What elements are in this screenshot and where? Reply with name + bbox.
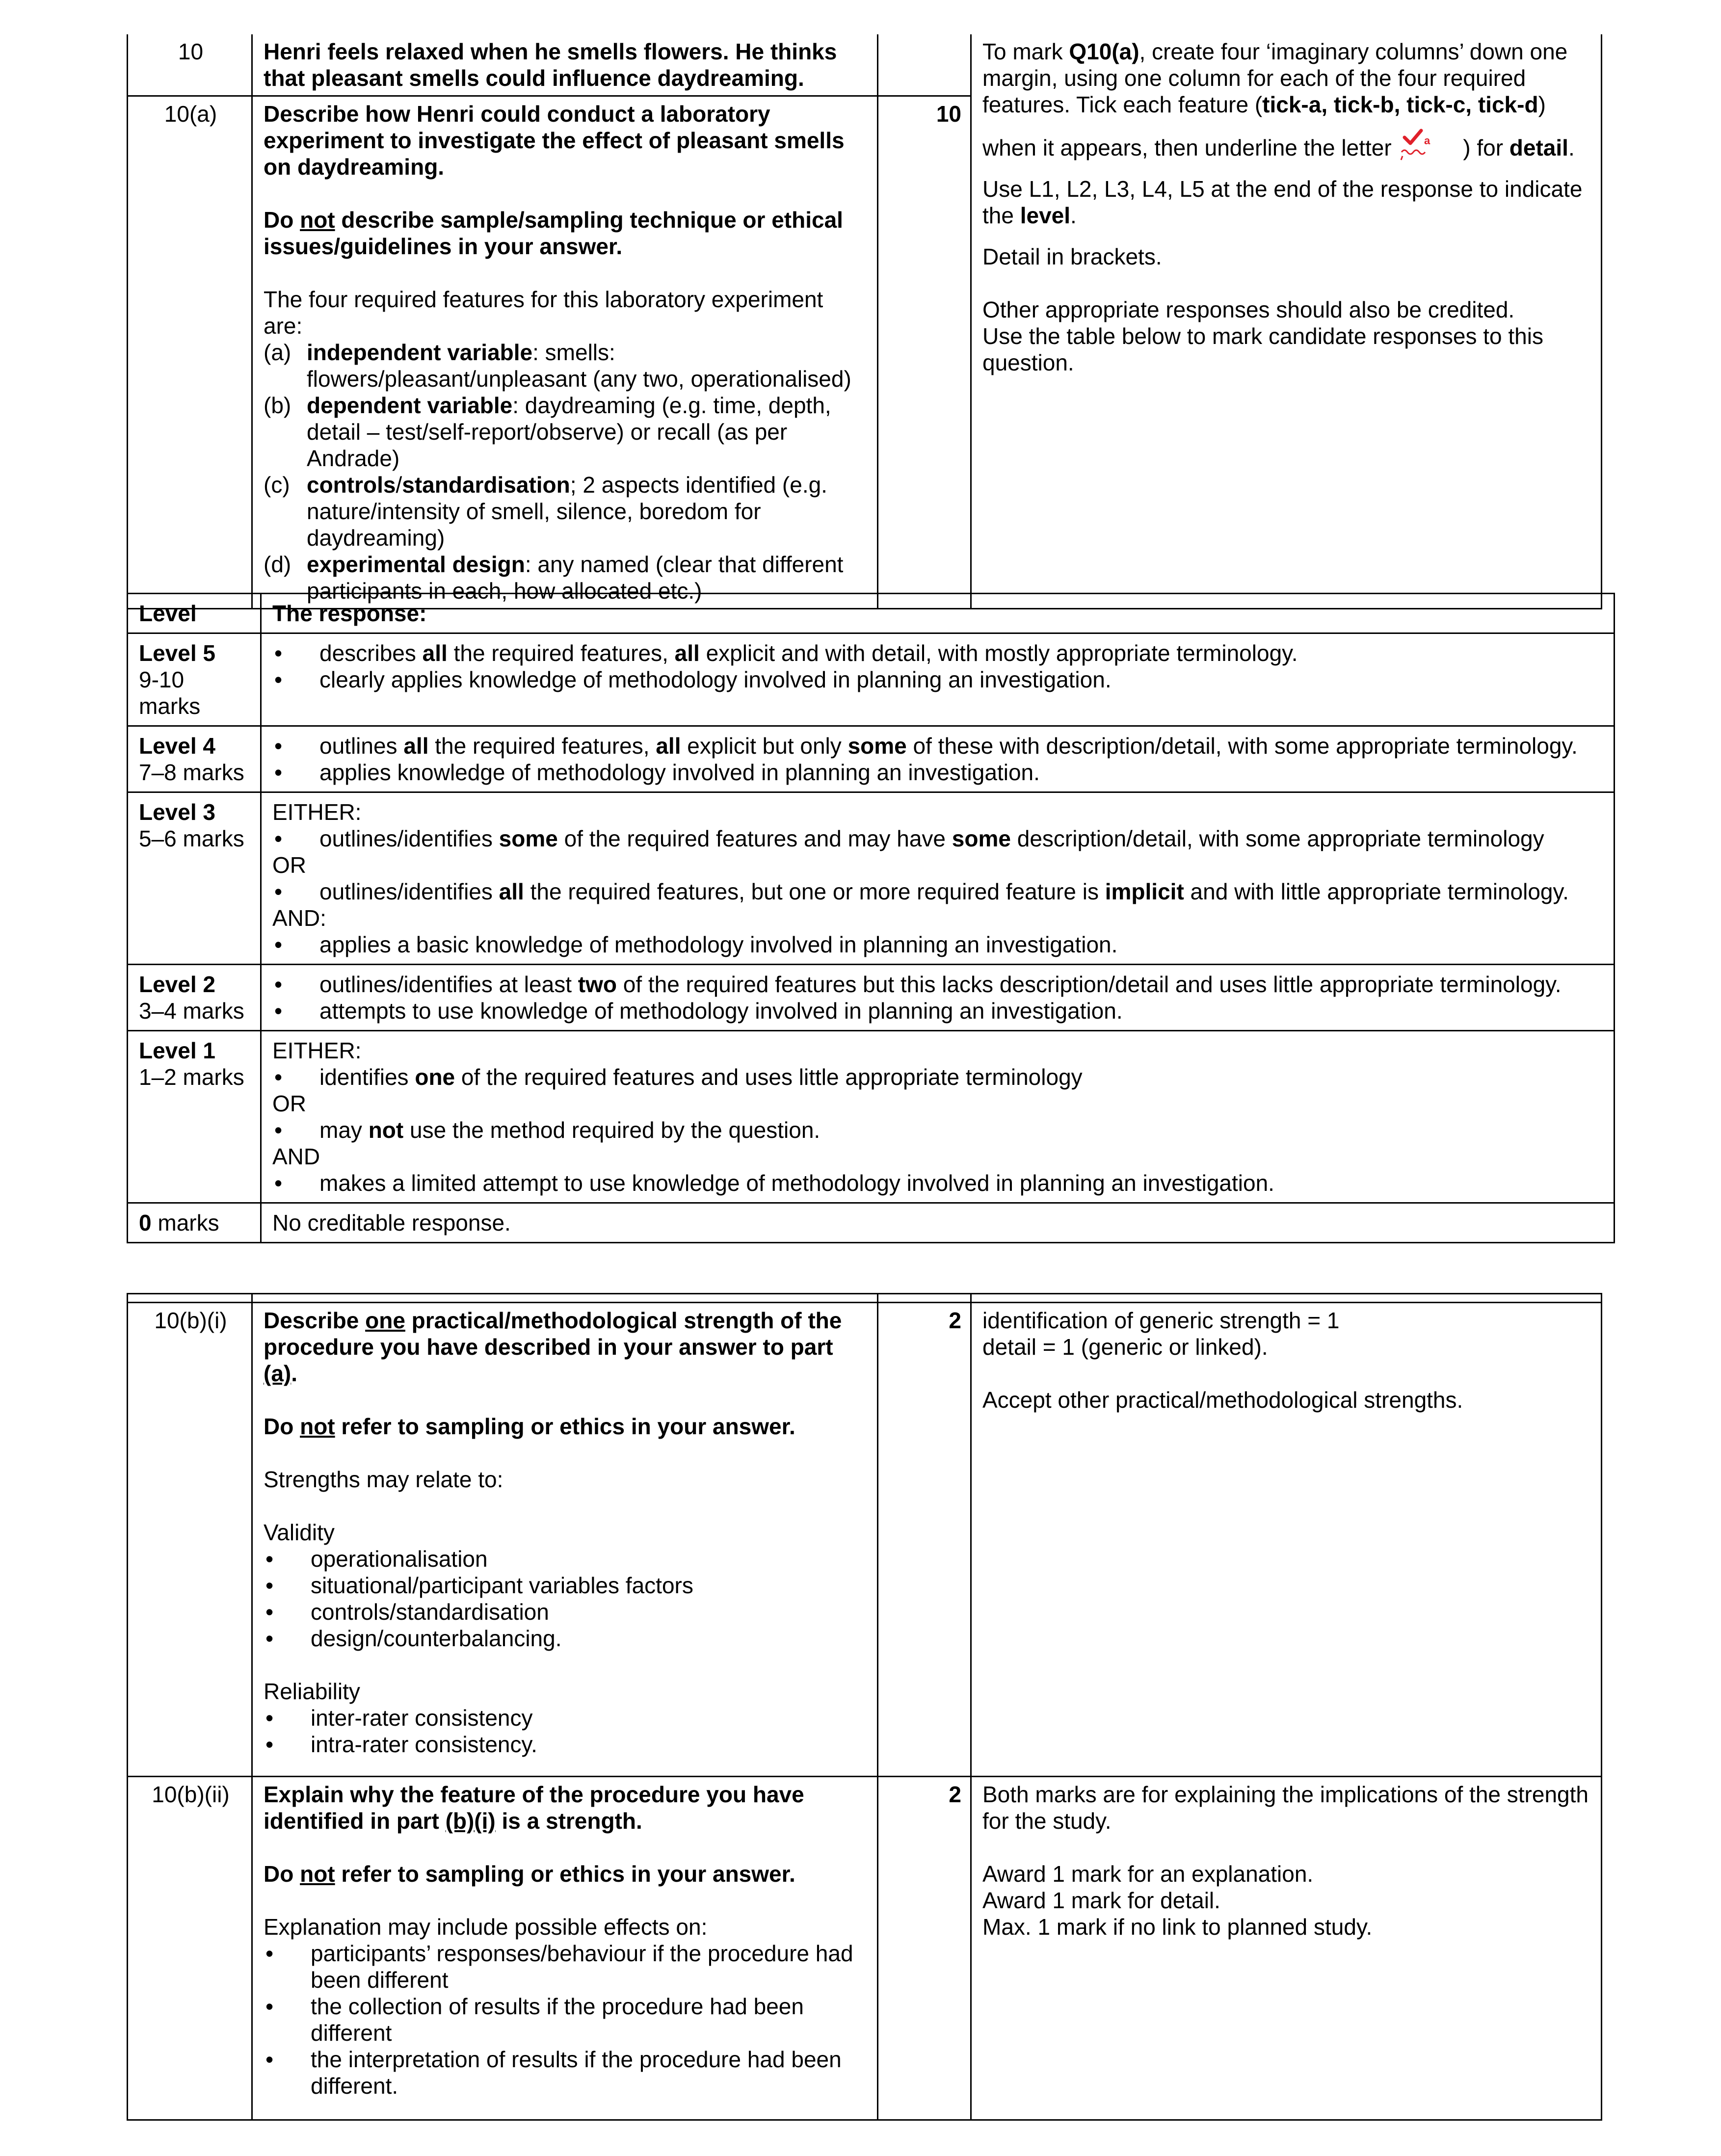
level-marks: 9-10 marks (139, 667, 201, 719)
descriptor-bullet: • outlines/identifies some of the required features and may have some description/detail, with some appropriate terminology (274, 826, 1544, 851)
level-title: Level 5 (139, 640, 215, 666)
descriptor-bullet: • outlines/identifies at least two of the required features but this lacks description/detail and uses little appropriate terminology. (274, 972, 1562, 997)
marks-value: 2 (878, 1303, 971, 1777)
descriptor-bullet: • identifies one of the required features and uses little appropriate terminology (274, 1064, 1083, 1090)
guidance-line: detail = 1 (generic or linked). (982, 1334, 1268, 1360)
descriptor-bullet: • attempts to use knowledge of methodology involved in planning an investigation. (274, 998, 1123, 1024)
table-note: Use the table below to mark candidate responses to this question. (982, 323, 1543, 375)
level-row-zero (128, 1203, 1615, 1243)
level-name (128, 633, 261, 726)
other-responses-note: Other appropriate responses should also be credited. (982, 297, 1515, 322)
marks-value: 10 (878, 96, 971, 609)
level-marks: 7–8 marks (139, 760, 244, 785)
underline-instruction: when it appears, then underline the letter a ) for detail. (982, 134, 1592, 161)
feature-item: (b) dependent variable: daydreaming (e.g. time, depth, detail – test/self-report/observe) or recall (as per Andrade) (264, 393, 831, 471)
question-prompt: Describe how Henri could conduct a laboratory experiment to investigate the effect of pleasant smells on daydreaming. (264, 101, 845, 180)
list-item: • controls/standardisation (265, 1599, 549, 1625)
question-10b-table (127, 1293, 1602, 2121)
question-prompt: Describe one practical/methodological strength of the procedure you have described in your answer to part (a). (264, 1308, 842, 1386)
question-content (252, 96, 878, 609)
level-row (128, 965, 1615, 1031)
feature-item: (c) controls/standardisation; 2 aspects identified (e.g. nature/intensity of smell, silence, boredom for daydreaming) (264, 472, 827, 551)
q10bii-row (128, 1777, 1602, 2120)
descriptor-connector: EITHER: (272, 1038, 362, 1063)
level-title: Level 4 (139, 733, 215, 759)
explanation-intro: Explanation may include possible effects on: (264, 1914, 708, 1940)
levels-table (127, 593, 1615, 1243)
features-intro: The four required features for this laboratory experiment are: (264, 287, 823, 339)
descriptor-connector: AND: (272, 905, 326, 931)
descriptor-bullet: • outlines/identifies all the required features, but one or more required feature is implicit and with little appropriate terminology. (274, 879, 1569, 904)
list-item: • intra-rater consistency. (265, 1732, 537, 1757)
descriptor-bullet: • describes all the required features, all explicit and with detail, with mostly appropriate terminology. (274, 640, 1298, 666)
level-row (128, 726, 1615, 792)
descriptor-bullet: • applies knowledge of methodology involved in planning an investigation. (274, 760, 1040, 785)
guidance-line: Max. 1 mark if no link to planned study. (982, 1914, 1373, 1940)
level-descriptor (261, 726, 1615, 792)
levels-header-row (128, 594, 1615, 633)
question-10-table (127, 34, 1602, 609)
list-item: • the interpretation of results if the procedure had been different. (265, 2047, 842, 2099)
guidance-line: Both marks are for explaining the implications of the strength for the study. (982, 1782, 1589, 1834)
detail-note: Detail in brackets. (982, 244, 1162, 269)
list-item: • inter-rater consistency (265, 1705, 533, 1731)
question-warning: Do not describe sample/sampling technique or ethical issues/guidelines in your answer. (264, 207, 843, 259)
descriptor-connector: AND (272, 1144, 320, 1169)
guidance-line: Award 1 mark for an explanation. (982, 1861, 1314, 1887)
level-name (128, 1031, 261, 1203)
feature-item: (a) independent variable: smells: flowers/pleasant/unpleasant (any two, operationalised) (264, 340, 851, 392)
descriptor-bullet: • makes a limited attempt to use knowledge of methodology involved in planning an investigation. (274, 1170, 1274, 1196)
level-descriptor: No creditable response. (261, 1203, 1615, 1243)
level-title: Level 3 (139, 799, 215, 825)
level-name (128, 726, 261, 792)
level-name: 0 marks (128, 1203, 261, 1243)
tick-mark-icon (1398, 134, 1456, 161)
question-number: 10(b)(i) (128, 1303, 252, 1777)
guidance-line: Accept other practical/methodological strengths. (982, 1387, 1463, 1413)
question-number: 10(a) (128, 96, 252, 609)
list-item: • situational/participant variables factors (265, 1573, 693, 1598)
question-content (252, 1303, 878, 1777)
response-header: The response: (261, 594, 1615, 633)
question-number: 10(b)(ii) (128, 1777, 252, 2120)
level-title: Level 2 (139, 972, 215, 997)
list-item: • design/counterbalancing. (265, 1626, 562, 1651)
question-number: 10 (128, 34, 252, 96)
question-warning: Do not refer to sampling or ethics in your answer. (264, 1861, 795, 1887)
level-marks: 1–2 marks (139, 1064, 244, 1090)
levels-note: Use L1, L2, L3, L4, L5 at the end of the response to indicate the level. (982, 176, 1583, 228)
reliability-heading: Reliability (264, 1679, 360, 1704)
descriptor-bullet: • may not use the method required by the question. (274, 1117, 821, 1143)
descriptor-bullet: • outlines all the required features, all explicit but only some of these with description/detail, with some appropriate terminology. (274, 733, 1578, 759)
level-title: Level 1 (139, 1038, 215, 1063)
marks-cell-empty (878, 34, 971, 96)
guidance-line: identification of generic strength = 1 (982, 1308, 1340, 1333)
level-row (128, 1031, 1615, 1203)
descriptor-bullet: • applies a basic knowledge of methodology involved in planning an investigation. (274, 932, 1118, 957)
question-prompt: Explain why the feature of the procedure you have identified in part (b)(i) is a strength. (264, 1782, 804, 1834)
marking-guidance (971, 34, 1602, 609)
level-marks: 5–6 marks (139, 826, 244, 851)
level-descriptor (261, 633, 1615, 726)
guidance-line: Award 1 mark for detail. (982, 1888, 1220, 1913)
level-row (128, 633, 1615, 726)
level-name (128, 965, 261, 1031)
level-header: Level (128, 594, 261, 633)
q10-stem-row (128, 34, 1602, 96)
validity-heading: Validity (264, 1520, 335, 1545)
descriptor-connector: OR (272, 1091, 306, 1116)
descriptor-connector: EITHER: (272, 799, 362, 825)
level-row (128, 792, 1615, 965)
list-item: • participants’ responses/behaviour if the procedure had been different (265, 1941, 853, 1993)
question-stem: Henri feels relaxed when he smells flowers. He thinks that pleasant smells could influence daydreaming. (252, 34, 878, 96)
descriptor-connector: OR (272, 852, 306, 878)
q10bi-row (128, 1303, 1602, 1777)
marks-value: 2 (878, 1777, 971, 2120)
list-item: • the collection of results if the procedure had been different (265, 1994, 804, 2046)
descriptor-bullet: • clearly applies knowledge of methodology involved in planning an investigation. (274, 667, 1112, 692)
spacer-row (128, 1294, 1602, 1303)
level-descriptor (261, 965, 1615, 1031)
level-marks: 3–4 marks (139, 998, 244, 1024)
strengths-intro: Strengths may relate to: (264, 1467, 503, 1492)
question-warning: Do not refer to sampling or ethics in your answer. (264, 1414, 795, 1439)
list-item: • operationalisation (265, 1546, 488, 1572)
tick-letter: a (1424, 134, 1430, 147)
level-name (128, 792, 261, 965)
guidance-intro: To mark Q10(a), create four ‘imaginary columns’ down one margin, using one column for each of the four required features. Tick each feature (tick-a, tick-b, tick-c, tick-d) (982, 39, 1568, 117)
level-descriptor (261, 792, 1615, 965)
marking-guidance (971, 1777, 1602, 2120)
level-descriptor (261, 1031, 1615, 1203)
question-content (252, 1777, 878, 2120)
feature-item: (d) experimental design: any named (clear that different participants in each, how allocated etc.) (264, 552, 844, 604)
marking-guidance (971, 1303, 1602, 1777)
